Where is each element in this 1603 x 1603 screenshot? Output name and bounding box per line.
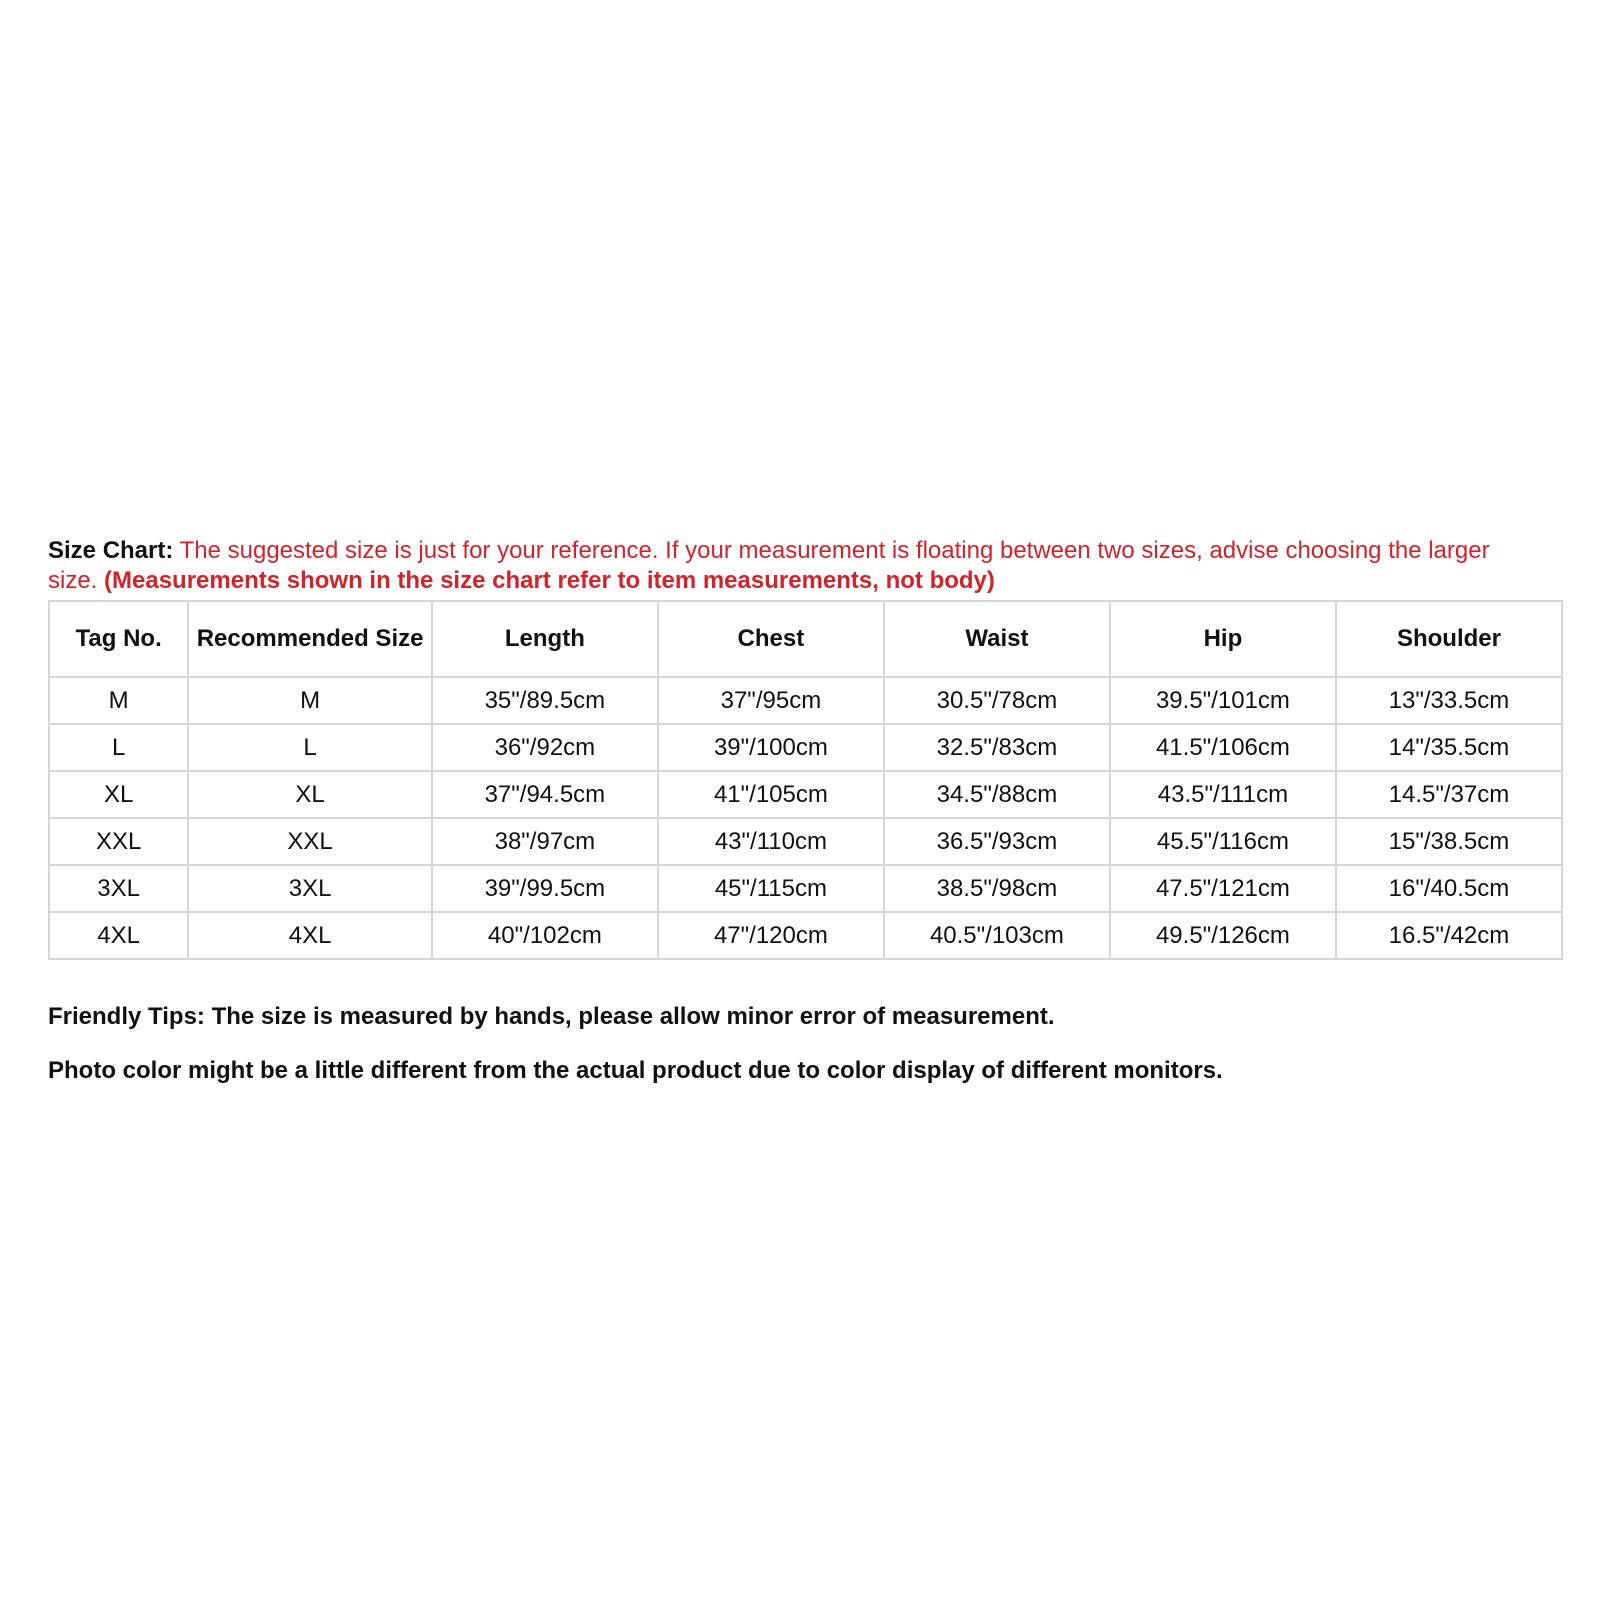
cell-waist: 30.5"/78cm: [884, 677, 1110, 724]
cell-hip: 43.5"/111cm: [1110, 771, 1336, 818]
size-chart-lead: Size Chart:: [48, 537, 174, 564]
cell-length: 40"/102cm: [432, 912, 658, 959]
cell-length: 36"/92cm: [432, 724, 658, 771]
cell-shoulder: 14"/35.5cm: [1336, 724, 1562, 771]
cell-shoulder: 14.5"/37cm: [1336, 771, 1562, 818]
size-table: [48, 600, 1563, 960]
cell-hip: 39.5"/101cm: [1110, 677, 1336, 724]
cell-tag-no: XXL: [49, 818, 188, 865]
cell-waist: 32.5"/83cm: [884, 724, 1110, 771]
cell-chest: 41"/105cm: [658, 771, 884, 818]
cell-shoulder: 13"/33.5cm: [1336, 677, 1562, 724]
cell-hip: 41.5"/106cm: [1110, 724, 1336, 771]
table-row: [49, 677, 1562, 724]
cell-tag-no: M: [49, 677, 188, 724]
measurement-emphasis: (Measurements shown in the size chart refer to item measurements, not body): [104, 567, 995, 594]
table-row: [49, 818, 1562, 865]
cell-length: 38"/97cm: [432, 818, 658, 865]
cell-recommended-size: XL: [188, 771, 432, 818]
cell-recommended-size: M: [188, 677, 432, 724]
cell-tag-no: 3XL: [49, 865, 188, 912]
table-row: [49, 865, 1562, 912]
table-row: [49, 724, 1562, 771]
cell-shoulder: 16.5"/42cm: [1336, 912, 1562, 959]
cell-chest: 39"/100cm: [658, 724, 884, 771]
header-shoulder: Shoulder: [1336, 601, 1562, 677]
cell-chest: 43"/110cm: [658, 818, 884, 865]
cell-waist: 38.5"/98cm: [884, 865, 1110, 912]
header-tag-no: Tag No.: [49, 601, 188, 677]
table-row: [49, 912, 1562, 959]
cell-chest: 37"/95cm: [658, 677, 884, 724]
cell-length: 37"/94.5cm: [432, 771, 658, 818]
size-chart-intro: [48, 536, 1523, 596]
cell-shoulder: 16"/40.5cm: [1336, 865, 1562, 912]
cell-recommended-size: L: [188, 724, 432, 771]
cell-recommended-size: XXL: [188, 818, 432, 865]
cell-shoulder: 15"/38.5cm: [1336, 818, 1562, 865]
header-waist: Waist: [884, 601, 1110, 677]
cell-length: 35"/89.5cm: [432, 677, 658, 724]
cell-waist: 34.5"/88cm: [884, 771, 1110, 818]
cell-length: 39"/99.5cm: [432, 865, 658, 912]
cell-hip: 49.5"/126cm: [1110, 912, 1336, 959]
cell-waist: 36.5"/93cm: [884, 818, 1110, 865]
friendly-tips: Friendly Tips: The size is measured by hands, please allow minor error of measurement.: [48, 1003, 1055, 1030]
cell-recommended-size: 4XL: [188, 912, 432, 959]
cell-chest: 45"/115cm: [658, 865, 884, 912]
cell-tag-no: XL: [49, 771, 188, 818]
cell-hip: 47.5"/121cm: [1110, 865, 1336, 912]
photo-color-note: Photo color might be a little different from the actual product due to color display of different monitors.: [48, 1057, 1223, 1084]
tips-section: [48, 1002, 1566, 1086]
table-row: [49, 771, 1562, 818]
cell-tag-no: 4XL: [49, 912, 188, 959]
cell-chest: 47"/120cm: [658, 912, 884, 959]
size-reference-note: The suggested size is just for your reference. If your measurement is floating between two sizes, advise choosing the larger size.: [48, 537, 1490, 594]
header-chest: Chest: [658, 601, 884, 677]
cell-recommended-size: 3XL: [188, 865, 432, 912]
cell-tag-no: L: [49, 724, 188, 771]
header-recommended-size: Recommended Size: [188, 601, 432, 677]
cell-hip: 45.5"/116cm: [1110, 818, 1336, 865]
table-header-row: [49, 601, 1562, 677]
size-chart-sheet: [48, 536, 1566, 1110]
header-hip: Hip: [1110, 601, 1336, 677]
header-length: Length: [432, 601, 658, 677]
cell-waist: 40.5"/103cm: [884, 912, 1110, 959]
